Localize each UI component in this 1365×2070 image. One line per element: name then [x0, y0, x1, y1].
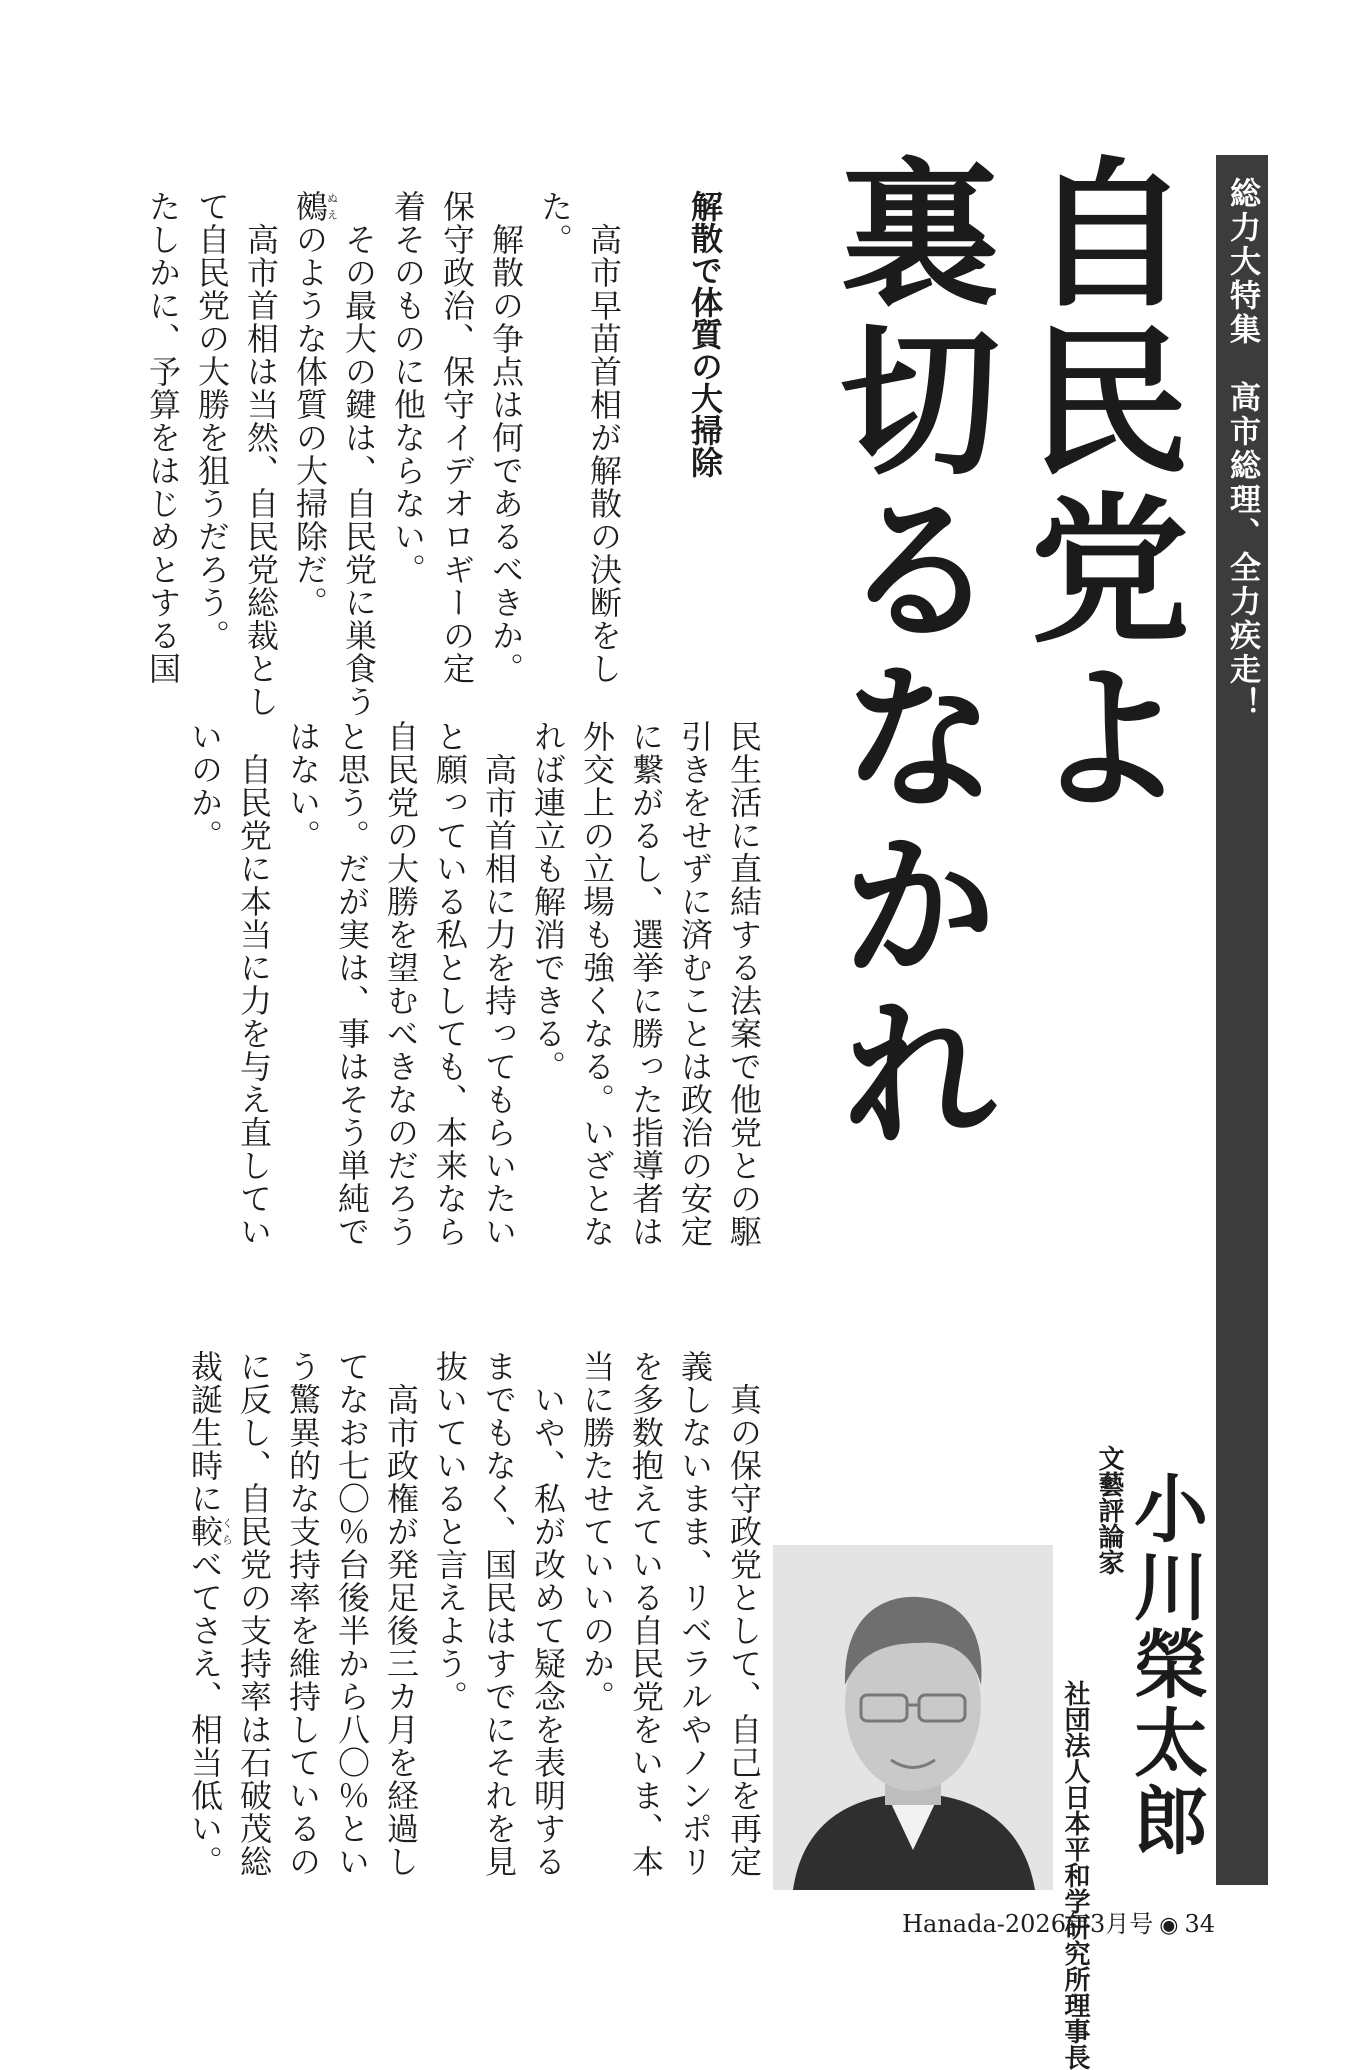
author-name: 小川榮太郎	[1122, 1470, 1208, 1860]
section-banner: 総力大特集 高市総理、全力疾走！	[1216, 155, 1268, 1885]
author-portrait-photo	[773, 1545, 1053, 1890]
page-footer	[902, 1904, 1215, 1939]
portrait-icon	[773, 1545, 1053, 1890]
furigana: 鵺ぬえ	[291, 190, 339, 223]
page-number: 34	[1184, 1910, 1215, 1938]
author-role-primary: 文藝評論家	[1094, 1445, 1124, 1575]
author-role	[1055, 1445, 1125, 2070]
section-subheading: 解散で体質の大掃除	[686, 190, 724, 478]
body-column-2: 民生活に直結する法案で他党との駆 引きをせずに済むことは政治の安定 に繋がるし、選挙に勝った指導者は 外交上の立場も強くなる。いざとな れば連立も解消できる。 高市首相に力を持ってもらいたい と願っている私としても、本来なら 自民党の大勝を望むべきなのだろう と思う。だが実は、事はそう単純で はない。 自民党に本当に力を与え直してい いのか。	[186, 720, 763, 1248]
furigana-reading: くら	[220, 1515, 234, 1548]
furigana-reading: ぬえ	[325, 190, 339, 223]
body-column-3: 真の保守政党として、自己を再定 義しないまま、リベラルやノンポリ を多数抱えている自民党をいま、本 当に勝たせていいのか。 いや、私が改めて疑念を表明する までもなく、国民はすでにそれを見 抜いていると言えよう。 高市政権が発足後三カ月を経過し てなお七〇％台後半から八〇％とい う驚異的な支持率を維持しているの に反し、自民党の支持率は石破茂総 裁誕生時に較くらべてさえ、相当低い。	[186, 1350, 763, 1878]
bullet-icon: ◉	[1159, 1913, 1179, 1938]
article-title: 自民党よ 裏切るなかれ	[813, 150, 1191, 1158]
author-role-secondary: 社団法人日本平和学研究所理事長	[1060, 1680, 1090, 2070]
magazine-issue: Hanada-2026年3月号	[902, 1910, 1154, 1938]
body-column-1: 高市早苗首相が解散の決断をし た。 解散の争点は何であるべきか。 保守政治、保守イデオロギーの定 着そのものに他ならない。 その最大の鍵は、自民党に巣食う 鵺ぬえのような体質の大掃除だ。 高市首相は当然、自民党総裁とし て自民党の大勝を狙うだろう。 たしかに、予算をはじめとする国	[144, 190, 623, 718]
furigana: 較くら	[186, 1515, 234, 1548]
